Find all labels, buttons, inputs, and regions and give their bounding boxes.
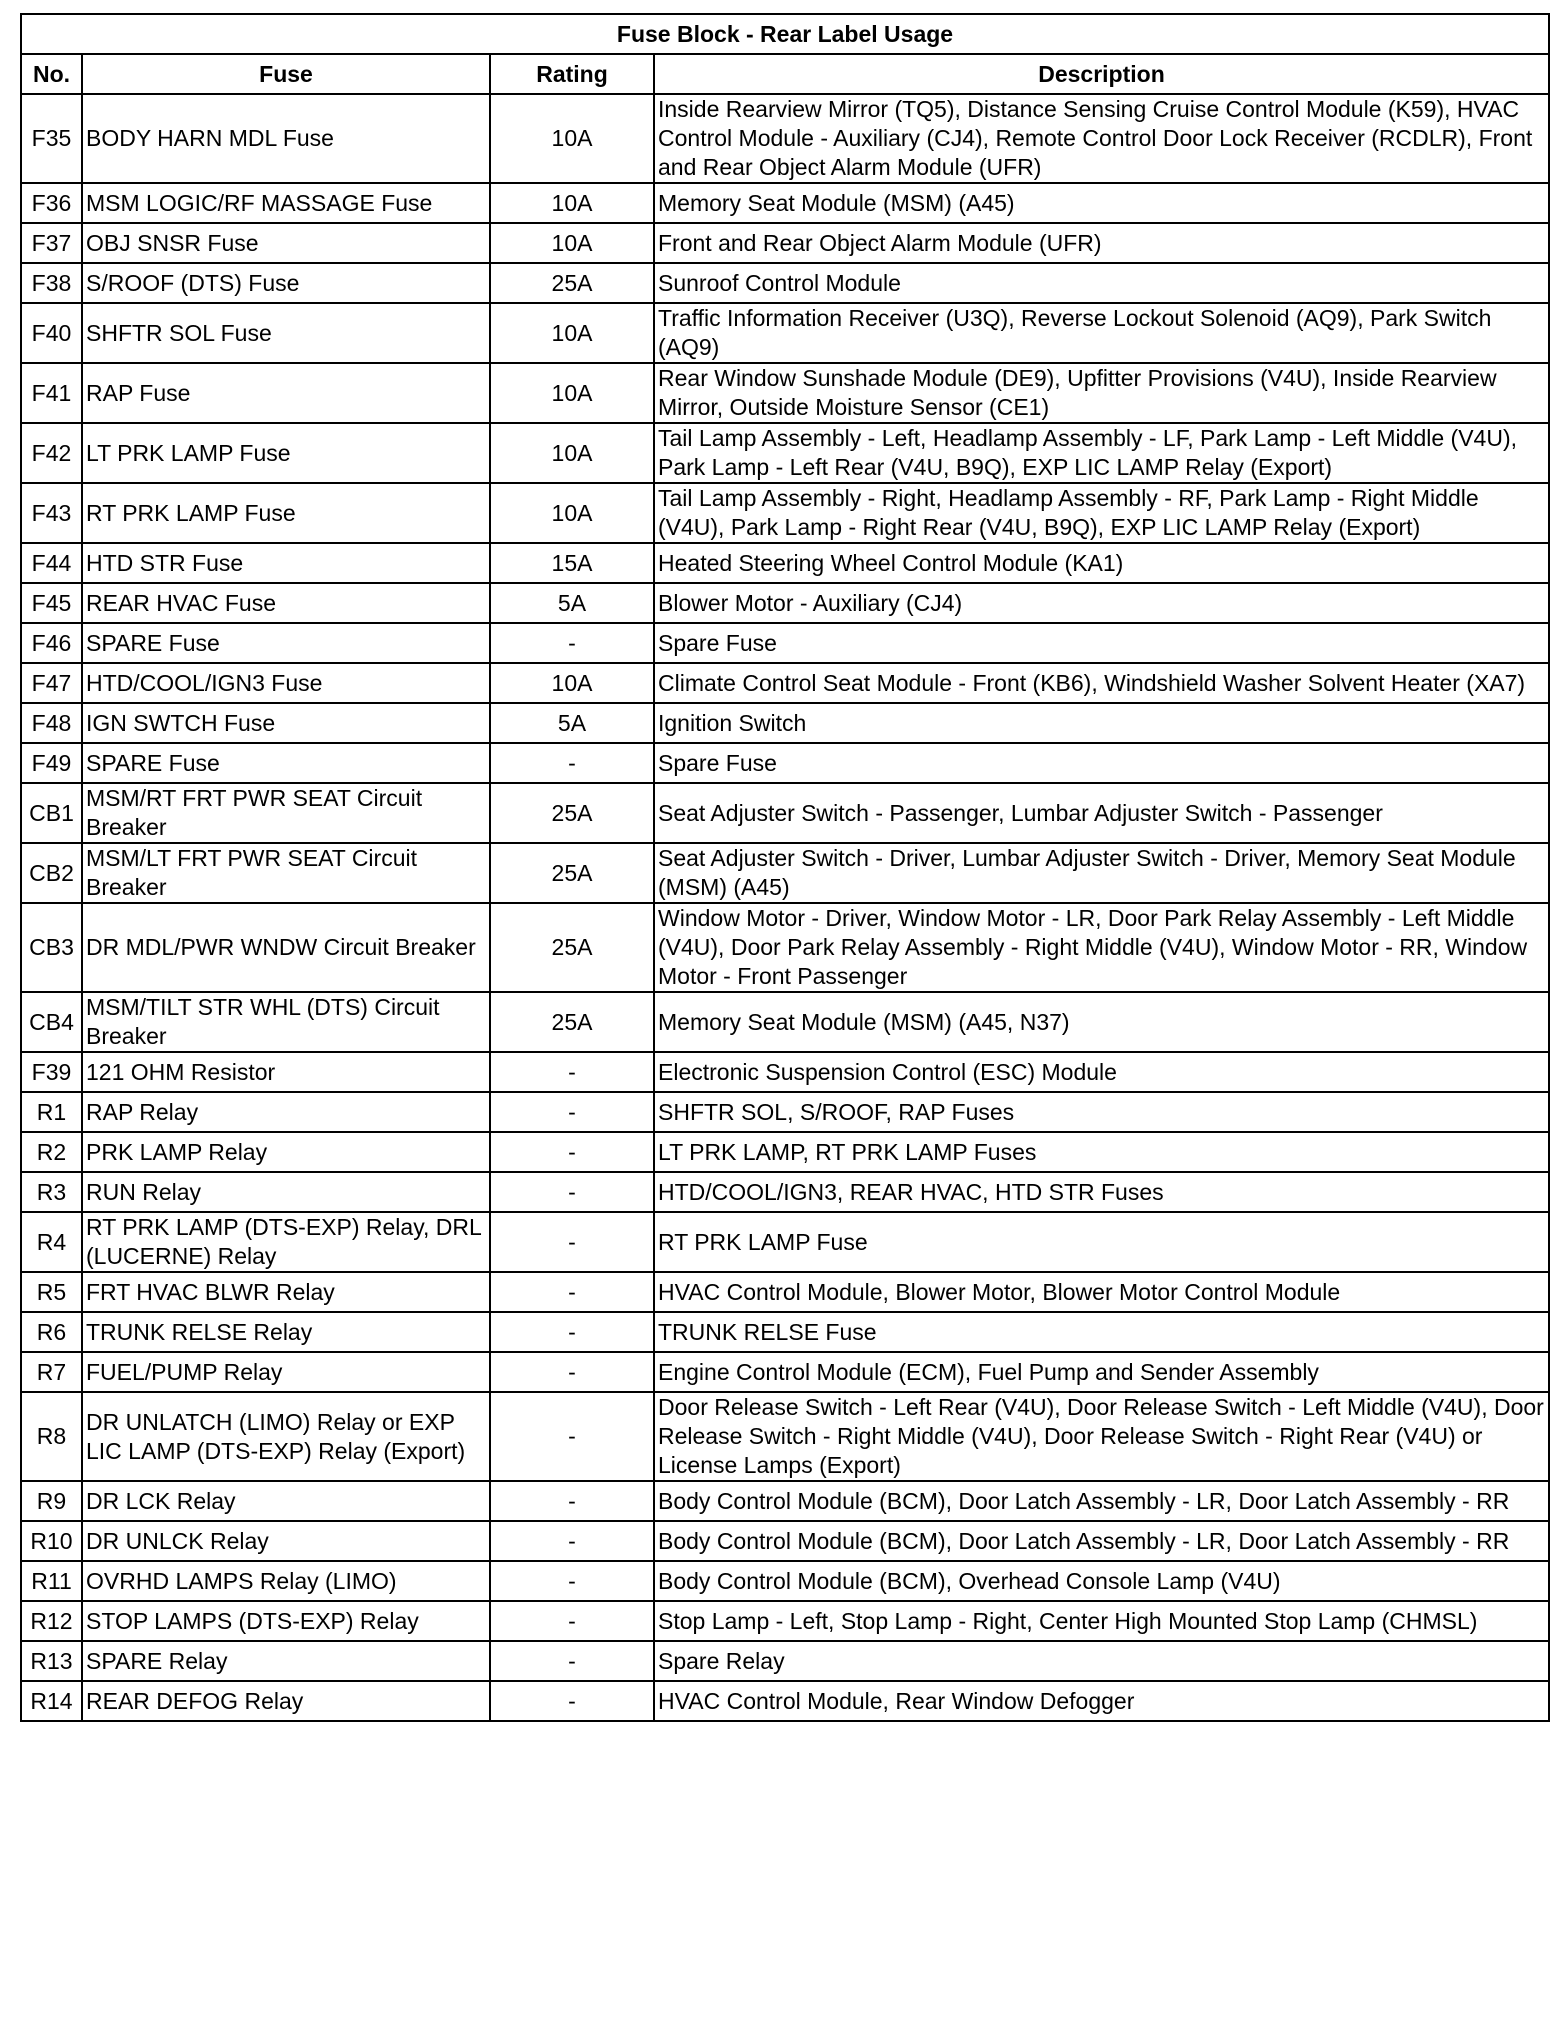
table-body xyxy=(21,94,1549,1721)
cell-rating: - xyxy=(490,1312,654,1352)
cell-fuse: SPARE Fuse xyxy=(82,743,490,783)
header-no: No. xyxy=(21,54,82,94)
cell-description: Inside Rearview Mirror (TQ5), Distance Sensing Cruise Control Module (K59), HVAC Control Module - Auxiliary (CJ4), Remote Control Door Lock Receiver (RCDLR), Front and Rear Object Alarm Module (UFR) xyxy=(654,94,1549,183)
cell-fuse: MSM/TILT STR WHL (DTS) Circuit Breaker xyxy=(82,992,490,1052)
cell-no: F43 xyxy=(21,483,82,543)
cell-rating: 25A xyxy=(490,263,654,303)
cell-fuse: STOP LAMPS (DTS-EXP) Relay xyxy=(82,1601,490,1641)
cell-no: R10 xyxy=(21,1521,82,1561)
cell-description: Memory Seat Module (MSM) (A45, N37) xyxy=(654,992,1549,1052)
cell-rating: - xyxy=(490,1481,654,1521)
table-row xyxy=(21,663,1549,703)
cell-fuse: SPARE Fuse xyxy=(82,623,490,663)
cell-fuse: RUN Relay xyxy=(82,1172,490,1212)
cell-description: Traffic Information Receiver (U3Q), Reverse Lockout Solenoid (AQ9), Park Switch (AQ9) xyxy=(654,303,1549,363)
cell-no: CB2 xyxy=(21,843,82,903)
cell-rating: - xyxy=(490,1641,654,1681)
table-row xyxy=(21,1052,1549,1092)
cell-fuse: HTD/COOL/IGN3 Fuse xyxy=(82,663,490,703)
cell-rating: 5A xyxy=(490,583,654,623)
cell-description: Spare Relay xyxy=(654,1641,1549,1681)
cell-description: Tail Lamp Assembly - Left, Headlamp Assembly - LF, Park Lamp - Left Middle (V4U), Park Lamp - Left Rear (V4U, B9Q), EXP LIC LAMP Relay (Export) xyxy=(654,423,1549,483)
table-row xyxy=(21,1681,1549,1721)
cell-rating: 10A xyxy=(490,303,654,363)
cell-no: R6 xyxy=(21,1312,82,1352)
cell-fuse: PRK LAMP Relay xyxy=(82,1132,490,1172)
cell-rating: - xyxy=(490,1092,654,1132)
cell-description: Door Release Switch - Left Rear (V4U), Door Release Switch - Left Middle (V4U), Door Release Switch - Right Middle (V4U), Door Release Switch - Right Rear (V4U) or License Lamps (Export) xyxy=(654,1392,1549,1481)
cell-no: F41 xyxy=(21,363,82,423)
cell-fuse: TRUNK RELSE Relay xyxy=(82,1312,490,1352)
cell-fuse: HTD STR Fuse xyxy=(82,543,490,583)
cell-rating: 10A xyxy=(490,363,654,423)
table-row xyxy=(21,1392,1549,1481)
table-row xyxy=(21,1521,1549,1561)
cell-no: R2 xyxy=(21,1132,82,1172)
header-description: Description xyxy=(654,54,1549,94)
table-row xyxy=(21,1312,1549,1352)
cell-no: R12 xyxy=(21,1601,82,1641)
cell-description: LT PRK LAMP, RT PRK LAMP Fuses xyxy=(654,1132,1549,1172)
cell-description: Stop Lamp - Left, Stop Lamp - Right, Center High Mounted Stop Lamp (CHMSL) xyxy=(654,1601,1549,1641)
cell-rating: - xyxy=(490,1521,654,1561)
cell-description: SHFTR SOL, S/ROOF, RAP Fuses xyxy=(654,1092,1549,1132)
cell-fuse: MSM/RT FRT PWR SEAT Circuit Breaker xyxy=(82,783,490,843)
cell-fuse: DR MDL/PWR WNDW Circuit Breaker xyxy=(82,903,490,992)
table-row xyxy=(21,183,1549,223)
cell-description: Electronic Suspension Control (ESC) Module xyxy=(654,1052,1549,1092)
cell-description: Sunroof Control Module xyxy=(654,263,1549,303)
cell-fuse: RAP Relay xyxy=(82,1092,490,1132)
table-row xyxy=(21,903,1549,992)
table-row xyxy=(21,843,1549,903)
cell-rating: 10A xyxy=(490,423,654,483)
table-row xyxy=(21,1641,1549,1681)
cell-rating: 10A xyxy=(490,223,654,263)
fuse-table-sheet xyxy=(20,13,1548,1722)
cell-fuse: RT PRK LAMP Fuse xyxy=(82,483,490,543)
table-row xyxy=(21,1601,1549,1641)
cell-description: Engine Control Module (ECM), Fuel Pump and Sender Assembly xyxy=(654,1352,1549,1392)
cell-no: F35 xyxy=(21,94,82,183)
cell-no: F46 xyxy=(21,623,82,663)
cell-description: TRUNK RELSE Fuse xyxy=(654,1312,1549,1352)
fuse-table xyxy=(20,13,1550,1722)
cell-fuse: 121 OHM Resistor xyxy=(82,1052,490,1092)
table-row xyxy=(21,483,1549,543)
cell-description: Tail Lamp Assembly - Right, Headlamp Assembly - RF, Park Lamp - Right Middle (V4U), Park Lamp - Right Rear (V4U, B9Q), EXP LIC LAMP Relay (Export) xyxy=(654,483,1549,543)
table-row xyxy=(21,543,1549,583)
cell-rating: - xyxy=(490,1212,654,1272)
cell-description: Blower Motor - Auxiliary (CJ4) xyxy=(654,583,1549,623)
cell-fuse: FRT HVAC BLWR Relay xyxy=(82,1272,490,1312)
table-row xyxy=(21,223,1549,263)
cell-fuse: OBJ SNSR Fuse xyxy=(82,223,490,263)
cell-rating: - xyxy=(490,1052,654,1092)
cell-no: F45 xyxy=(21,583,82,623)
cell-no: R4 xyxy=(21,1212,82,1272)
cell-description: Seat Adjuster Switch - Passenger, Lumbar Adjuster Switch - Passenger xyxy=(654,783,1549,843)
cell-rating: 5A xyxy=(490,703,654,743)
table-row xyxy=(21,1352,1549,1392)
table-row xyxy=(21,1481,1549,1521)
cell-no: F49 xyxy=(21,743,82,783)
cell-rating: 25A xyxy=(490,903,654,992)
cell-no: F42 xyxy=(21,423,82,483)
cell-no: F36 xyxy=(21,183,82,223)
table-row xyxy=(21,94,1549,183)
cell-no: F48 xyxy=(21,703,82,743)
cell-fuse: RT PRK LAMP (DTS-EXP) Relay, DRL (LUCERNE) Relay xyxy=(82,1212,490,1272)
cell-no: F37 xyxy=(21,223,82,263)
cell-description: Ignition Switch xyxy=(654,703,1549,743)
cell-description: Heated Steering Wheel Control Module (KA1) xyxy=(654,543,1549,583)
cell-fuse: FUEL/PUMP Relay xyxy=(82,1352,490,1392)
table-row xyxy=(21,623,1549,663)
cell-rating: 10A xyxy=(490,94,654,183)
cell-fuse: DR LCK Relay xyxy=(82,1481,490,1521)
cell-rating: - xyxy=(490,743,654,783)
cell-no: R1 xyxy=(21,1092,82,1132)
cell-description: Spare Fuse xyxy=(654,623,1549,663)
cell-description: HVAC Control Module, Rear Window Defogger xyxy=(654,1681,1549,1721)
cell-rating: 25A xyxy=(490,992,654,1052)
cell-fuse: DR UNLCK Relay xyxy=(82,1521,490,1561)
cell-description: Spare Fuse xyxy=(654,743,1549,783)
cell-description: Window Motor - Driver, Window Motor - LR, Door Park Relay Assembly - Left Middle (V4U), Door Park Relay Assembly - Right Middle (V4U), Window Motor - RR, Window Motor - Front Passenger xyxy=(654,903,1549,992)
cell-description: Body Control Module (BCM), Overhead Console Lamp (V4U) xyxy=(654,1561,1549,1601)
cell-description: Front and Rear Object Alarm Module (UFR) xyxy=(654,223,1549,263)
cell-rating: 25A xyxy=(490,783,654,843)
header-rating: Rating xyxy=(490,54,654,94)
cell-no: R9 xyxy=(21,1481,82,1521)
cell-description: HVAC Control Module, Blower Motor, Blower Motor Control Module xyxy=(654,1272,1549,1312)
cell-description: HTD/COOL/IGN3, REAR HVAC, HTD STR Fuses xyxy=(654,1172,1549,1212)
cell-fuse: MSM/LT FRT PWR SEAT Circuit Breaker xyxy=(82,843,490,903)
cell-rating: - xyxy=(490,1272,654,1312)
header-fuse: Fuse xyxy=(82,54,490,94)
cell-no: F38 xyxy=(21,263,82,303)
table-row xyxy=(21,263,1549,303)
cell-fuse: OVRHD LAMPS Relay (LIMO) xyxy=(82,1561,490,1601)
table-row xyxy=(21,423,1549,483)
cell-description: Seat Adjuster Switch - Driver, Lumbar Adjuster Switch - Driver, Memory Seat Module (MSM) (A45) xyxy=(654,843,1549,903)
table-row xyxy=(21,703,1549,743)
cell-fuse: REAR HVAC Fuse xyxy=(82,583,490,623)
table-row xyxy=(21,363,1549,423)
cell-no: CB1 xyxy=(21,783,82,843)
cell-fuse: IGN SWTCH Fuse xyxy=(82,703,490,743)
table-row xyxy=(21,1172,1549,1212)
table-row xyxy=(21,783,1549,843)
cell-description: Memory Seat Module (MSM) (A45) xyxy=(654,183,1549,223)
table-row xyxy=(21,303,1549,363)
cell-rating: 10A xyxy=(490,663,654,703)
cell-no: F40 xyxy=(21,303,82,363)
cell-fuse: SPARE Relay xyxy=(82,1641,490,1681)
cell-no: CB4 xyxy=(21,992,82,1052)
cell-rating: - xyxy=(490,623,654,663)
cell-description: RT PRK LAMP Fuse xyxy=(654,1212,1549,1272)
cell-rating: 10A xyxy=(490,183,654,223)
cell-fuse: SHFTR SOL Fuse xyxy=(82,303,490,363)
cell-rating: - xyxy=(490,1132,654,1172)
table-row xyxy=(21,1212,1549,1272)
cell-fuse: RAP Fuse xyxy=(82,363,490,423)
cell-fuse: BODY HARN MDL Fuse xyxy=(82,94,490,183)
cell-no: R13 xyxy=(21,1641,82,1681)
table-row xyxy=(21,1132,1549,1172)
table-row xyxy=(21,1561,1549,1601)
table-title: Fuse Block - Rear Label Usage xyxy=(21,14,1549,54)
cell-fuse: MSM LOGIC/RF MASSAGE Fuse xyxy=(82,183,490,223)
cell-no: F44 xyxy=(21,543,82,583)
table-row xyxy=(21,992,1549,1052)
cell-rating: - xyxy=(490,1601,654,1641)
cell-no: F39 xyxy=(21,1052,82,1092)
cell-no: R14 xyxy=(21,1681,82,1721)
cell-fuse: LT PRK LAMP Fuse xyxy=(82,423,490,483)
cell-fuse: DR UNLATCH (LIMO) Relay or EXP LIC LAMP (DTS-EXP) Relay (Export) xyxy=(82,1392,490,1481)
cell-rating: 15A xyxy=(490,543,654,583)
cell-rating: - xyxy=(490,1172,654,1212)
table-row xyxy=(21,1272,1549,1312)
cell-no: R3 xyxy=(21,1172,82,1212)
cell-no: F47 xyxy=(21,663,82,703)
cell-no: R7 xyxy=(21,1352,82,1392)
cell-no: R8 xyxy=(21,1392,82,1481)
cell-description: Body Control Module (BCM), Door Latch Assembly - LR, Door Latch Assembly - RR xyxy=(654,1521,1549,1561)
cell-no: CB3 xyxy=(21,903,82,992)
cell-description: Climate Control Seat Module - Front (KB6), Windshield Washer Solvent Heater (XA7) xyxy=(654,663,1549,703)
table-row xyxy=(21,743,1549,783)
cell-rating: - xyxy=(490,1352,654,1392)
cell-no: R11 xyxy=(21,1561,82,1601)
cell-no: R5 xyxy=(21,1272,82,1312)
cell-description: Body Control Module (BCM), Door Latch Assembly - LR, Door Latch Assembly - RR xyxy=(654,1481,1549,1521)
cell-rating: 25A xyxy=(490,843,654,903)
cell-rating: 10A xyxy=(490,483,654,543)
cell-rating: - xyxy=(490,1561,654,1601)
table-row xyxy=(21,583,1549,623)
cell-rating: - xyxy=(490,1392,654,1481)
cell-fuse: S/ROOF (DTS) Fuse xyxy=(82,263,490,303)
cell-rating: - xyxy=(490,1681,654,1721)
cell-description: Rear Window Sunshade Module (DE9), Upfitter Provisions (V4U), Inside Rearview Mirror, Outside Moisture Sensor (CE1) xyxy=(654,363,1549,423)
cell-fuse: REAR DEFOG Relay xyxy=(82,1681,490,1721)
table-row xyxy=(21,1092,1549,1132)
